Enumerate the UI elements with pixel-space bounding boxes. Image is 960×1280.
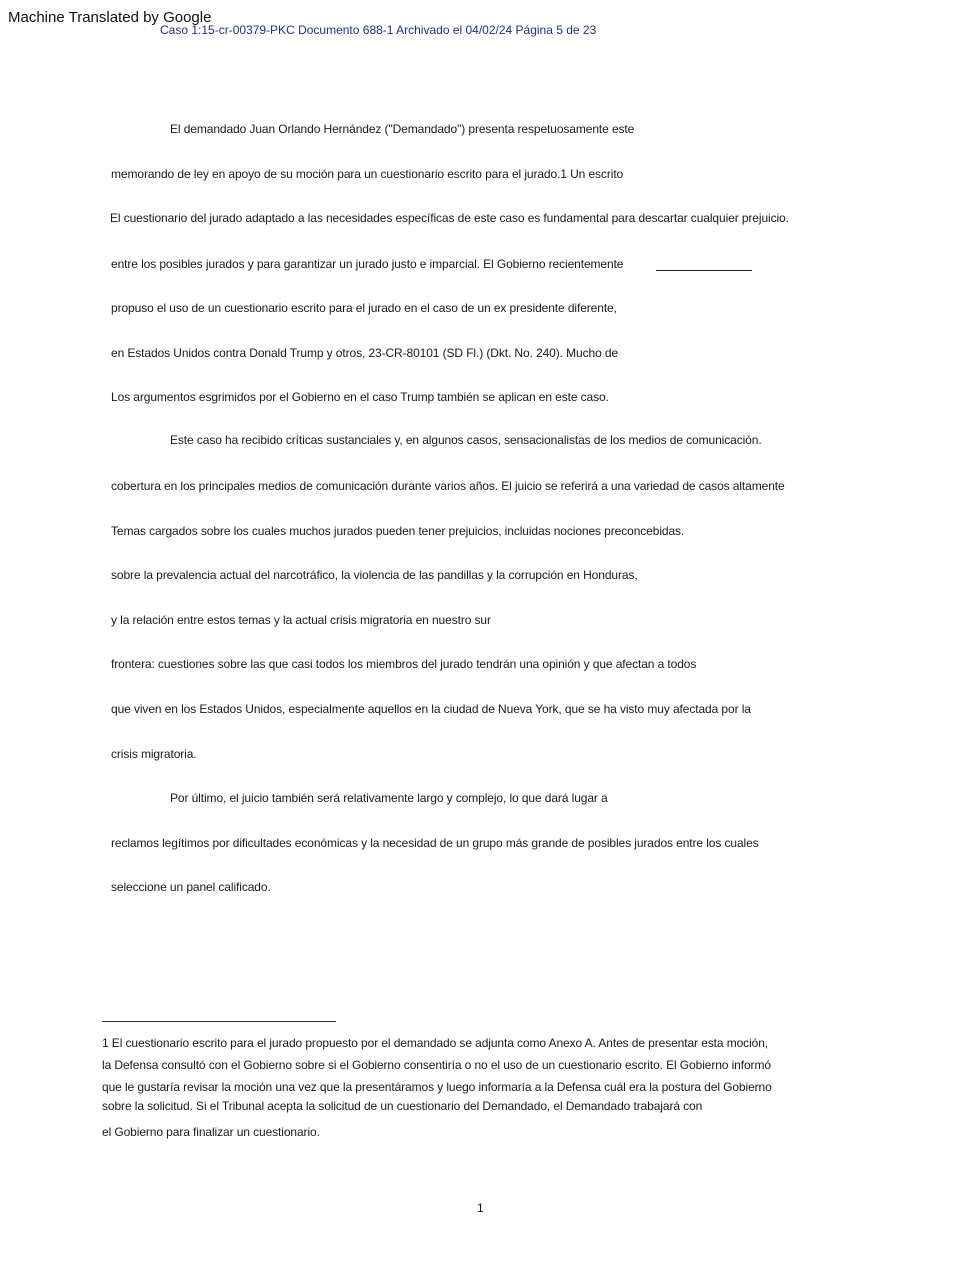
page-number: 1 <box>477 1201 484 1215</box>
body-line: y la relación entre estos temas y la actual crisis migratoria en nuestro sur <box>111 613 491 627</box>
body-line: seleccione un panel calificado. <box>111 880 271 894</box>
footnote-line: el Gobierno para finalizar un cuestionario. <box>102 1125 320 1139</box>
body-line: en Estados Unidos contra Donald Trump y otros, 23-CR-80101 (SD Fl.) (Dkt. No. 240). Mucho de <box>111 346 619 360</box>
body-line: El cuestionario del jurado adaptado a las necesidades específicas de este caso es fundamental para descartar cualquier prejuicio. <box>110 211 789 225</box>
footnote-line: 1 El cuestionario escrito para el jurado propuesto por el demandado se adjunta como Anexo A. Antes de presentar esta moción, <box>102 1036 769 1050</box>
body-line: crisis migratoria. <box>111 747 197 761</box>
body-line: Por último, el juicio también será relativamente largo y complejo, lo que dará lugar a <box>170 791 608 805</box>
body-line: Temas cargados sobre los cuales muchos jurados pueden tener prejuicios, incluidas nociones preconcebidas. <box>111 524 685 538</box>
body-line: Este caso ha recibido críticas sustanciales y, en algunos casos, sensacionalistas de los medios de comunicación. <box>170 433 762 447</box>
body-line: propuso el uso de un cuestionario escrito para el jurado en el caso de un ex presidente diferente, <box>111 301 617 315</box>
machine-translation-banner: Machine Translated by Google <box>8 9 212 26</box>
underline-blank <box>656 270 752 271</box>
body-line: frontera: cuestiones sobre las que casi todos los miembros del jurado tendrán una opinión y que afectan a todos <box>111 657 697 671</box>
body-line: que viven en los Estados Unidos, especialmente aquellos en la ciudad de Nueva York, que se ha visto muy afectada por la <box>111 702 751 716</box>
footnote-line: sobre la solicitud. Si el Tribunal acepta la solicitud de un cuestionario del Demandado, el Demandado trabajará con <box>102 1099 703 1113</box>
footnote-line: que le gustaría revisar la moción una vez que la presentáramos y luego informaría a la Defensa cuál era la postura del Gobierno <box>102 1080 772 1094</box>
footnote-line: la Defensa consultó con el Gobierno sobre si el Gobierno consentiría o no el uso de un cuestionario escrito. El Gobierno informó <box>102 1058 771 1072</box>
body-line: reclamos legítimos por dificultades económicas y la necesidad de un grupo más grande de posibles jurados entre los cuales <box>111 836 759 850</box>
body-line: cobertura en los principales medios de comunicación durante varios años. El juicio se referirá a una variedad de casos altamente <box>111 479 785 493</box>
case-header: Caso 1:15-cr-00379-PKC Documento 688-1 Archivado el 04/02/24 Página 5 de 23 <box>160 23 597 37</box>
body-line: entre los posibles jurados y para garantizar un jurado justo e imparcial. El Gobierno recientemente <box>111 257 624 271</box>
footnote-separator <box>102 1021 336 1022</box>
body-line: sobre la prevalencia actual del narcotráfico, la violencia de las pandillas y la corrupción en Honduras, <box>111 568 638 582</box>
body-line: memorando de ley en apoyo de su moción para un cuestionario escrito para el jurado.1 Un escrito <box>111 167 624 181</box>
body-line: El demandado Juan Orlando Hernández ("Demandado") presenta respetuosamente este <box>170 122 635 136</box>
body-line: Los argumentos esgrimidos por el Gobierno en el caso Trump también se aplican en este caso. <box>111 390 609 404</box>
